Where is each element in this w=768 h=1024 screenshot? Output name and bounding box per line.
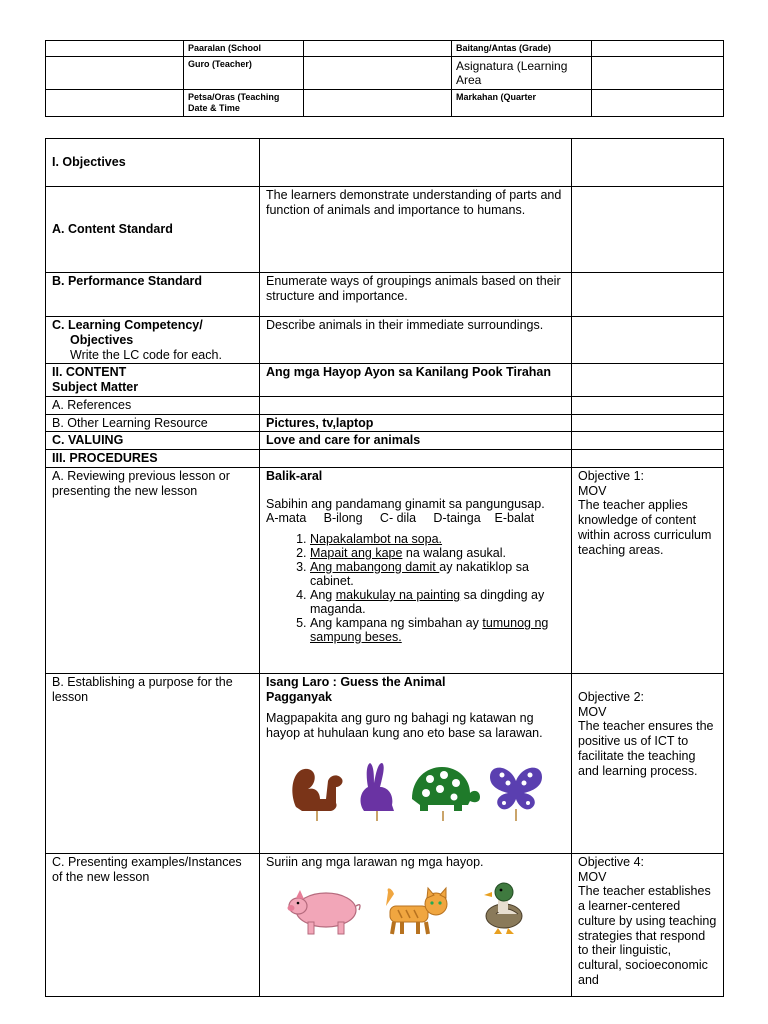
objectives-cell (260, 139, 572, 187)
school-blank (46, 41, 184, 57)
objectives-note (572, 139, 724, 187)
squirrel-image (286, 759, 348, 821)
procedures-heading: III. PROCEDURES (46, 450, 260, 468)
date-label: Petsa/Oras (Teaching Date & Time (184, 90, 304, 116)
proc-b-label: B. Establishing a purpose for the lesson (46, 673, 260, 853)
quarter-label: Markahan (Quarter (452, 90, 592, 116)
other-resource-obj (572, 414, 724, 432)
objective-title: Objective 4: (578, 854, 645, 869)
subject-matter-label: Subject Matter (52, 380, 139, 394)
learning-area-field[interactable] (592, 57, 724, 90)
competency-label-2: Objectives (70, 332, 134, 347)
content-standard-label: A. Content Standard (46, 187, 260, 273)
proc-b-content (260, 673, 572, 853)
mov-label: MOV (578, 704, 607, 719)
other-resource-text: Pictures, tv,laptop (260, 414, 572, 432)
mov-label: MOV (578, 483, 607, 498)
quarter-field[interactable] (592, 90, 724, 116)
content-standard-note (572, 187, 724, 273)
teacher-label: Guro (Teacher) (184, 57, 304, 90)
references-text (260, 396, 572, 414)
proc-b-subtitle: Pagganyak (266, 689, 333, 704)
school-label: Paaralan (School (184, 41, 304, 57)
duck-image (474, 880, 530, 936)
proc-b-title: Isang Laro : Guess the Animal (266, 674, 446, 689)
proc-a-objective (572, 467, 724, 673)
pig-image (286, 884, 362, 936)
objective-text: The teacher ensures the positive us of ICT to facilitate the teaching and learning process. (578, 719, 714, 778)
animal-silhouettes (266, 759, 565, 821)
header-table (45, 40, 724, 117)
objective-title: Objective 1: (578, 468, 645, 483)
teacher-field[interactable] (304, 57, 452, 90)
performance-standard-label: B. Performance Standard (46, 273, 260, 317)
school-field[interactable] (304, 41, 452, 57)
proc-c-objective (572, 853, 724, 996)
content-obj (572, 364, 724, 397)
competency-label-cell (46, 317, 260, 364)
mov-label: MOV (578, 869, 607, 884)
objectives-heading: I. Objectives (46, 139, 260, 187)
learning-area-label: Asignatura (Learning Area (452, 57, 592, 90)
references-obj (572, 396, 724, 414)
competency-text: Describe animals in their immediate surroundings. (260, 317, 572, 364)
rabbit-image (352, 759, 400, 821)
valuing-obj (572, 432, 724, 450)
proc-a-title: Balik-aral (266, 468, 323, 483)
proc-a-instruction: Sabihin ang pandamang ginamit sa pangungusap. (266, 496, 545, 511)
grade-field[interactable] (592, 41, 724, 57)
animal-pictures (266, 880, 565, 936)
references-label: A. References (46, 396, 260, 414)
proc-c-content (260, 853, 572, 996)
list-item: 4. Ang makukulay na painting sa dingding ay maganda. (310, 588, 565, 616)
competency-note: Write the LC code for each. (70, 347, 222, 362)
proc-b-text: Magpapakita ang guro ng bahagi ng katawan ng hayop at huhulaan kung ano eto base sa larawan. (266, 711, 543, 740)
performance-standard-text: Enumerate ways of groupings animals based on their structure and importance. (260, 273, 572, 317)
proc-a-content (260, 467, 572, 673)
competency-label: C. Learning Competency/ (52, 318, 203, 332)
procedures-obj (572, 450, 724, 468)
objective-title: Objective 2: (578, 689, 645, 704)
list-item: 2. Mapait ang kape na walang asukal. (310, 546, 565, 560)
list-item: 1. Napakalambot na sopa. (310, 532, 565, 546)
content-standard-text: The learners demonstrate understanding of parts and function of animals and importance to humans. (260, 187, 572, 273)
list-item: 5. Ang kampana ng simbahan ay tumunog ng sampung beses. (310, 616, 565, 644)
date-blank (46, 90, 184, 116)
content-text: Ang mga Hayop Ayon sa Kanilang Pook Tirahan (260, 364, 572, 397)
proc-c-text: Suriin ang mga larawan ng mga hayop. (266, 854, 484, 869)
valuing-label: C. VALUING (46, 432, 260, 450)
grade-label: Baitang/Antas (Grade) (452, 41, 592, 57)
competency-obj (572, 317, 724, 364)
proc-a-label: A. Reviewing previous lesson or presenting the new lesson (46, 467, 260, 673)
other-resource-label: B. Other Learning Resource (46, 414, 260, 432)
proc-b-objective (572, 673, 724, 853)
valuing-text: Love and care for animals (260, 432, 572, 450)
content-label: II. CONTENT (52, 365, 127, 380)
lesson-plan-table (45, 138, 724, 997)
proc-a-list (266, 532, 565, 644)
turtle-image (404, 759, 482, 821)
cat-image (382, 884, 454, 936)
performance-standard-note (572, 273, 724, 317)
list-item: 3. Ang mabangong damit ay nakatiklop sa cabinet. (310, 560, 565, 588)
butterfly-image (486, 759, 546, 821)
proc-c-label: C. Presenting examples/Instances of the new lesson (46, 853, 260, 996)
objective-text: The teacher establishes a learner-centered culture by using teaching strategies that respond to their linguistic, cultural, socioeconomic and (578, 884, 717, 987)
date-field[interactable] (304, 90, 452, 116)
teacher-blank (46, 57, 184, 90)
proc-a-choices: A-mata B-ilong C- dila D-tainga E-balat (266, 511, 535, 526)
objective-text: The teacher applies knowledge of content within across curriculum teaching areas. (578, 498, 712, 557)
procedures-cell (260, 450, 572, 468)
content-label-cell (46, 364, 260, 397)
